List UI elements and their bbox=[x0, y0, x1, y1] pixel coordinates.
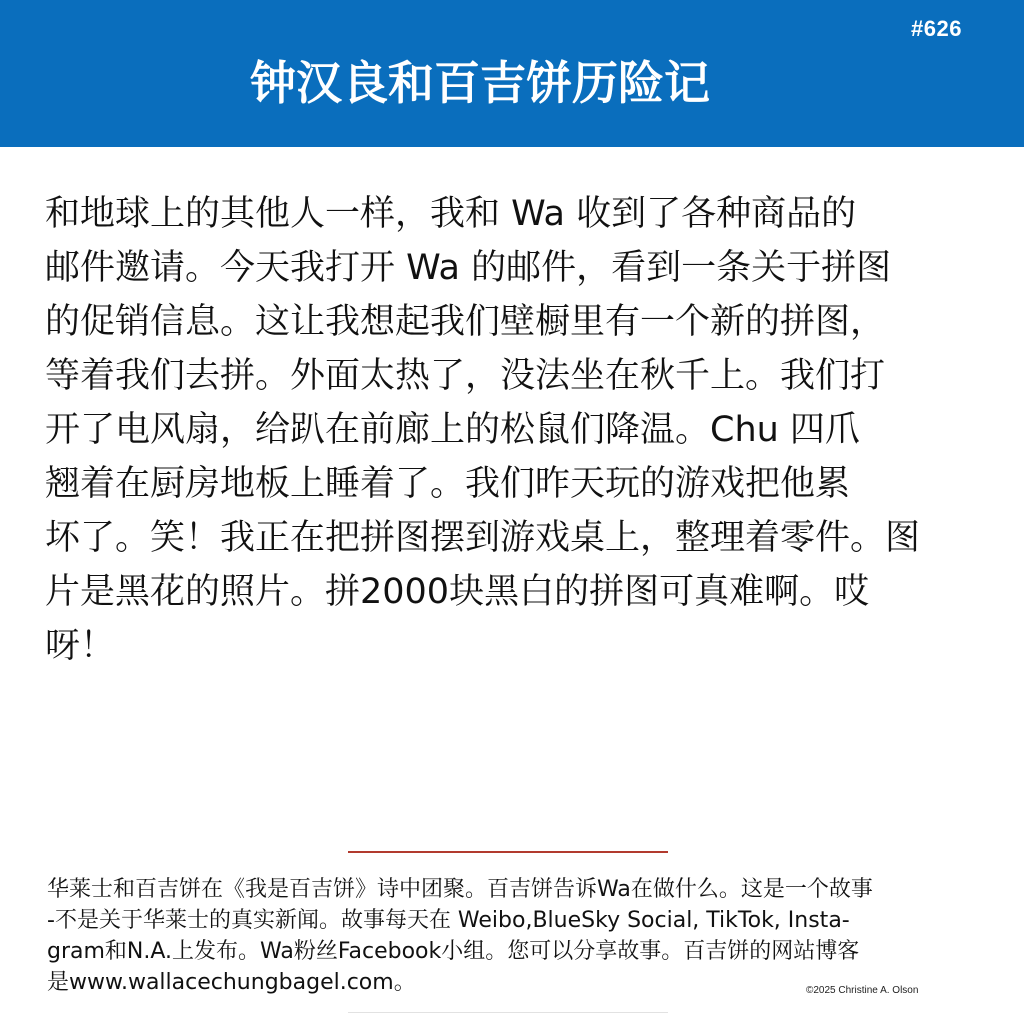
copyright-notice: ©2025 Christine A. Olson bbox=[806, 985, 919, 996]
page-title: 钟汉良和百吉饼历险记 bbox=[250, 56, 710, 110]
header-banner bbox=[0, 0, 1024, 147]
story-text: 和地球上的其他人一样，我和 Wa 收到了各种商品的 邮件邀请。今天我打开 Wa 的邮件，看到一条关于拼图 的促销信息。这让我想起我们壁橱里有一个新的拼图， 等着我们去拼。外面太热了，没法坐在秋千上。我们打 开了电风扇，给趴在前廊上的松鼠们降温。Chu 四爪 翘着在厨房地板上睡着了。我们昨天玩的游戏把他累 坏了。笑！我正在把拼图摆到游戏桌上，整理着零件。图 片是黑花的照片。拼2000块黑白的拼图可真难啊。哎 呀！ bbox=[45, 194, 921, 666]
bottom-divider bbox=[348, 1012, 668, 1013]
issue-number: #626 bbox=[911, 16, 962, 41]
section-divider bbox=[348, 851, 668, 853]
footnote-text: 华莱士和百吉饼在《我是百吉饼》诗中团聚。百吉饼告诉Wa在做什么。这是一个故事 -不是关于华莱士的真实新闻。故事每天在 Weibo,BlueSky Social, TikTok, Insta- gram和N.A.上发布。Wa粉丝Facebook小组。您可以分享故事。百吉饼的网站博客 是www.wallacechungbagel.com。 bbox=[47, 877, 873, 995]
